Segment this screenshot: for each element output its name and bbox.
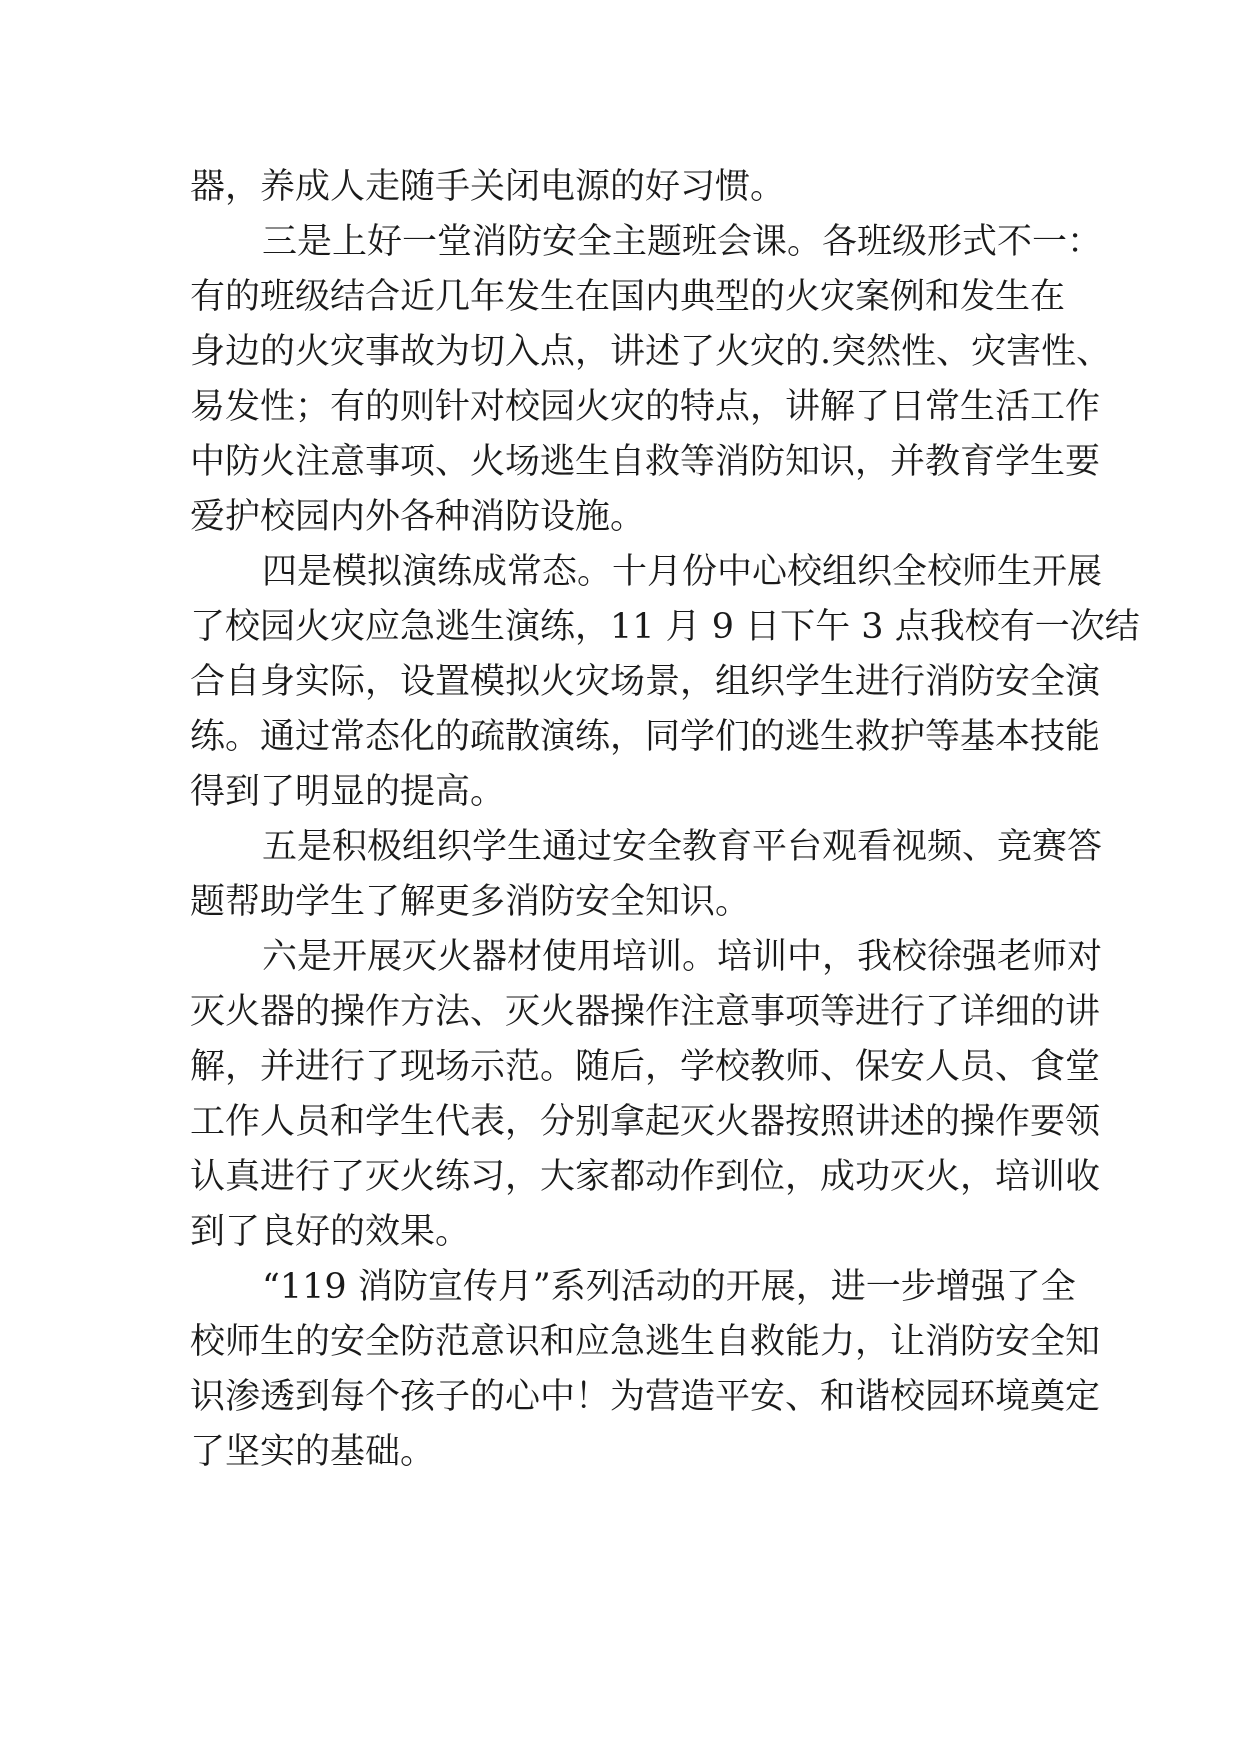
text-line: 身边的火灾事故为切入点，讲述了火灾的.突然性、灾害性、 [190, 332, 1112, 372]
text-line: 练。通过常态化的疏散演练，同学们的逃生救护等基本技能 [190, 717, 1101, 757]
text-line: 三是上好一堂消防安全主题班会课。各班级形式不一： [262, 222, 1103, 262]
text-line: 认真进行了灭火练习，大家都动作到位，成功灭火，培训收 [190, 1157, 1101, 1197]
text-line: 到了良好的效果。 [190, 1212, 471, 1252]
text-line: 爱护校园内外各种消防设施。 [190, 497, 646, 537]
text-line: 灭火器的操作方法、灭火器操作注意事项等进行了详细的讲 [190, 992, 1101, 1032]
text-line: 识渗透到每个孩子的心中！为营造平安、和谐校园环境奠定 [190, 1377, 1101, 1417]
text-line: 合自身实际，设置模拟火灾场景，组织学生进行消防安全演 [190, 662, 1101, 702]
text-line: 题帮助学生了解更多消防安全知识。 [190, 882, 751, 922]
text-line: 了坚实的基础。 [190, 1432, 436, 1472]
text-line: 解，并进行了现场示范。随后，学校教师、保安人员、食堂 [190, 1047, 1101, 1087]
body-text [190, 160, 1140, 1480]
text-line: 五是积极组织学生通过安全教育平台观看视频、竞赛答 [262, 827, 1103, 867]
text-line: 易发性；有的则针对校园火灾的特点，讲解了日常生活工作 [190, 387, 1101, 427]
text-line: 中防火注意事项、火场逃生自救等消防知识，并教育学生要 [190, 442, 1101, 482]
text-line: 六是开展灭火器材使用培训。培训中，我校徐强老师对 [262, 937, 1103, 977]
text-line: 校师生的安全防范意识和应急逃生自救能力，让消防安全知 [190, 1322, 1101, 1362]
text-line: 了校园火灾应急逃生演练，11 月 9 日下午 3 点我校有一次结 [190, 607, 1140, 647]
text-line: 有的班级结合近几年发生在国内典型的火灾案例和发生在 [190, 277, 1066, 317]
text-line: 工作人员和学生代表，分别拿起灭火器按照讲述的操作要领 [190, 1102, 1101, 1142]
text-line: 得到了明显的提高。 [190, 772, 506, 812]
text-line: “119 消防宣传月”系列活动的开展，进一步增强了全 [262, 1267, 1076, 1307]
text-line: 器，养成人走随手关闭电源的好习惯。 [190, 167, 786, 207]
text-line: 四是模拟演练成常态。十月份中心校组织全校师生开展 [262, 552, 1103, 592]
